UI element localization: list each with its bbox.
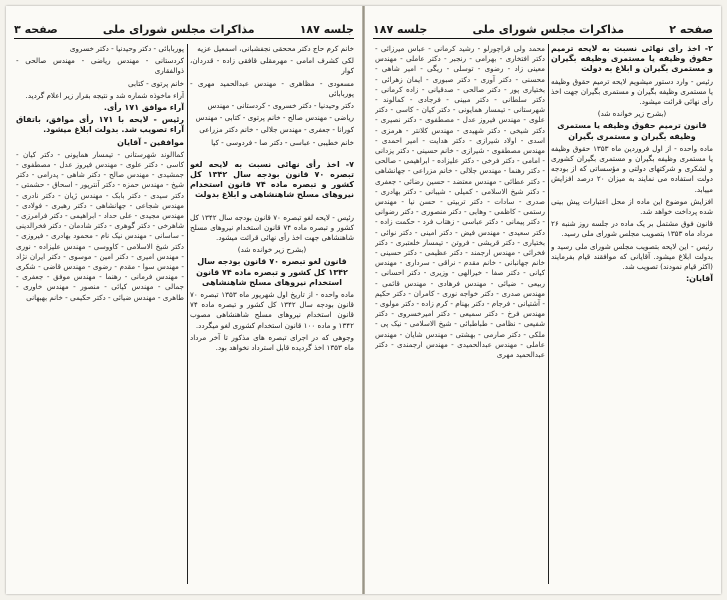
left-page-column-1: [190, 44, 354, 584]
text-line: کورانا - جعفری - مهندس جلالی - خانم دکتر مزراعی: [199, 125, 354, 135]
law-title: قانون لغو تبصره ۷۰ قانون بودجه سال ۱۳۴۲ کل کشور و تبصره ماده ۷۴ قانون استخدام نیروهای مسلح شاهنشاهی: [196, 257, 348, 287]
text-line: پوربابائی - دکتر وحیدنیا - دکتر خسروی: [69, 44, 184, 53]
magazine-spread: [6, 6, 721, 594]
paragraph: افزایش موضوع این ماده از محل اعتبارات پیش بینی شده پرداخت خواهد شد.: [551, 196, 713, 217]
paragraph: رئیس - این لایحه بتصویب مجلس شورای ملی رسید و بدولت ابلاغ میشود. آقایانی که موافقند قیام بفرمایند (اکثر قیام نمودند) تصویب شد.: [551, 241, 713, 272]
right-page-title: مذاکرات مجلس شورای ملی: [472, 22, 625, 36]
text-line: آراء ماخوذه شماره شد و نتیجه بقرار زیر اعلام گردید.: [25, 90, 184, 100]
paragraph: ماده واحده - از تاریخ اول شهریور ماه ۱۳۵۳ تبصره ۷۰ قانون بودجه سال ۱۳۴۲ کل کشور و تبصره ماده ۷۴ قانون استخدام نیروهای مسلح شاهنشاهی مصوب ۱۳۴۲ و ماده ۱۰۰ قانون استخدام کشوری لغو میگردد.: [190, 290, 354, 330]
vote-result: رئیس - لایحه با ۱۷۱ رأی موافق، باتفاق آراء تصویب شد. بدولت ابلاغ میشود.: [16, 115, 184, 135]
right-page-number: صفحه ۲: [669, 22, 713, 36]
read-note: (بشرح زیر خوانده شد): [597, 109, 667, 119]
section-heading: ۲- اخذ رأی نهائی نسبت به لایحه ترمیم حقوق وظیفه یا مستمری وظیفه بگیران و مستمری بگیران و ابلاغ به دولت: [551, 44, 713, 74]
paragraph: وجوهی که در اجرای تبصره های مذکور تا آخر مرداد ماه ۱۳۵۳ اخذ گردیده قابل استرداد نخواهد بود.: [190, 332, 354, 353]
left-page-session: جلسه ۱۸۷: [299, 22, 354, 36]
left-page-number: صفحه ۳: [14, 22, 58, 36]
text-line: ریاضی - مهندس صالح - خانم پرتوی - کتابی - مهندس: [195, 113, 354, 123]
text-line: خانم کرم حاج دکتر مححقی نجفشبانی، اسمعیل عزیه: [197, 44, 354, 53]
text-line: خانم خطیبی - عباسی - دکتر صا - فردوسی - کیا: [211, 137, 354, 147]
supporters-list: کماالوند شهرستانی - تیمسار همایونی - دکتر کیان - کاسی - دکتر علوی - مهندس فیروز عدل - مصطفوی - جمشیدی - مهندس صالح - دکتر شاهی - پدرامی - دکتر شیخ - مهندس حمزه - دکتر آنترپور - اسحاق - حشمتی - دکتر سیدی - دکتر بابک - مهندس ژیان - دکتر نادری - مهندس شجاعی - جهانشاهی - دکتر رهبری - فولادی - مهندس مجیدی - علی حداد - ابراهیمی - دکتر فرامرزی - شاهرخی - دکتر گوهری - دکتر شادمان - دکتر فخرالدینی - ساسانی - مهندس نیک نام - محمود بهادری - فیروزی - دکتر شیخ الاسلامی - کاووسی - مهندس علیزاده - نوری - مهندس امیری - دکتر امین - موسوی - دکتر ایران نژاد - مهندس سوا - مقدم - رضوی - مهندس قاضی - شکری - مهندس فرمانی - رهنما - مهندس موفق - جعفری - جمالی - مهندس کیائی - منصور - مهندس خاوری - طاهری - مهندس ضیائی - دکتر حکیمی - خانم بهبهانی: [16, 149, 184, 302]
text-line: کردستانی - مهندس ریاضی - مهندس صالحی - ذوالفقاری: [16, 56, 184, 76]
paragraph: رئیس - وارد دستور میشویم لایحه ترمیم حقوق وظیفه یا مستمری وظیفه بگیران و مستمری بگیران جهت اخذ رأی نهائی قرائت میشود.: [551, 76, 713, 107]
text-line: دکتر وحیدنیا - دکتر خسروی - کردستانی - مهندس: [207, 101, 354, 111]
right-column-divider: [548, 44, 549, 584]
vote-count: آراء موافق ۱۷۱ رأی.: [103, 103, 184, 113]
names-list: محمد ولی قراچورلو - رشید کرمانی - عباس میرزائی - دکتر افتخاری - بهرامی - رنجبر - دکتر عاملی - مهندس معینی زاد - رضوی - توسلی - ریگی - امیر شاهی - محسنی - دکتر آوری - دکتر صبوری - ایمان زهرائی - بختیاری پور - دکتر صالحی - صدقیانی - زاده کرمانی - دکتر سلطانی - دکتر مبینی - فرجادی - کمالوند - شهرستانی - تیمسار همایونی - دکتر کیان - کاسی - دکتر علوی - مهندس فیروز عدل - مصطفوی - دکتر نصیری - دکتر شیخی - دکتر شهیدی - مهندس کلانتر - هرمزی - اسدی - اولاد شیرازی - دکتر هدایت - امیر احمدی - مهندس مصطفوی - شیرازی - خانم حسینی - دکتر یزدانی - امامی - دکتر فرخی - دکتر علیزاده - ابراهیمی - صالحی - دکتر رهنما - مهندس جلالی - خانم مزراعی - جهانشاهی - دکتر عطائی - مهندس معتضد - حسین رضائی - جعفری - دکتر شیخ الاسلامی - کمیلی - شیبانی - دکتر بهادری - صدری - سادات - دکتر تربیتی - حسن نیا - مهندس رستمی - کاظمی - وهابی - دکتر منصوری - دکتر رضوانی - دکتر پیمانی - دکتر عباسی - زهتاب فرد - حکمت زاده - دکتر سعیدی - مهندس فیض - دکتر امینی - دکتر نوائی - بختیاری - دکتر قریشی - فروتن - تیمسار خلعتبری - دکتر فخرائی - مهندس ارجمند - دکتر عظیمی - دکتر حسینی - خانم جهانبانی - خانم مقدم - نراقی - سرداری - مهندس کیانی - دکتر صفا - خیرالهی - وزیری - دکتر احسانی - ربیعی - ضیائی - مهندس فرهادی - مهندس قائمی - مهندس صدری - دکتر خواجه نوری - کامران - دکتر حکیم - آشتیانی - فرجام - دکتر بهنام - کرم زاده - دکتر مولوی - مهندس فرخ - دکتر سمیعی - دکتر امیرخسروی - دکتر شفیعی - نظامی - طباطبائی - شیخ الاسلامی - نیک پی - ملکی - دکتر صارمی - بهشتی - مهندس شایان - مهندس عاملی - مهندس عبدالحمیدی - مهندس ارجمندی - دکتر عبدالحمید مهری: [375, 44, 545, 360]
left-page-header: [14, 20, 354, 39]
right-page-session: جلسه ۱۸۷: [373, 22, 428, 36]
section-heading: ۷- اخذ رأی نهائی نسبت به لایحه لغو تبصره ۷۰ قانون بودجه سال ۱۳۴۲ کل کشور و تبصره ماده ۷۴ قانون استخدام نیروهای مسلح شاهنشاهی و ابلاغ بدولت: [190, 159, 354, 200]
left-page-column-2: [16, 44, 184, 584]
right-page-column-1: [551, 44, 713, 584]
left-page: [6, 6, 362, 594]
right-page-column-2: [375, 44, 545, 584]
text-line: لکی کشرف امامی - مهرمقلی قافقی زاده - قدردان، کوار: [190, 56, 354, 76]
right-page: [365, 6, 721, 594]
paragraph: ماده واحده - از اول فروردین ماه ۱۳۵۳ حقوق وظیفه یا مستمری وظیفه بگیران و مستمری بگیران کشوری و لشکری و شرکتهای دولتی و مؤسساتی که از بودجه دولت استفاده می نمایند به میزان ۲۰ درصد افزایش مییابد.: [551, 143, 713, 194]
left-page-title: مذاکرات مجلس شورای ملی: [102, 22, 255, 36]
paragraph: قانون فوق مشتمل بر یک ماده در جلسه روز شنبه ۲۶ مرداد ماه ۱۳۵۳ بتصویب مجلس شورای ملی رسید.: [551, 219, 713, 239]
law-title: قانون ترمیم حقوق وظیفه یا مستمری وظیفه بگیران و مستمری بگیران: [557, 121, 707, 141]
text-line: خانم پرتوی - کتابی: [128, 78, 184, 88]
text-line: مسعودی - مظاهری - مهندس عبدالحمید مهری - پوربابائی: [190, 78, 354, 98]
supporters-heading: موافقین - آقایان: [117, 137, 184, 147]
left-column-divider: [187, 44, 188, 584]
paragraph: رئیس - لایحه لغو تبصره ۷۰ قانون بودجه سال ۱۳۴۲ کل کشور و تبصره ماده ۷۴ قانون استخدام نیروهای مسلح شاهنشاهی جهت اخذ رأی نهائی قرائت میشود.: [190, 212, 354, 243]
attendees-heading: آقایان:: [685, 274, 713, 284]
read-note: (بشرح زیر خوانده شد): [237, 245, 307, 255]
right-page-header: [373, 20, 713, 39]
